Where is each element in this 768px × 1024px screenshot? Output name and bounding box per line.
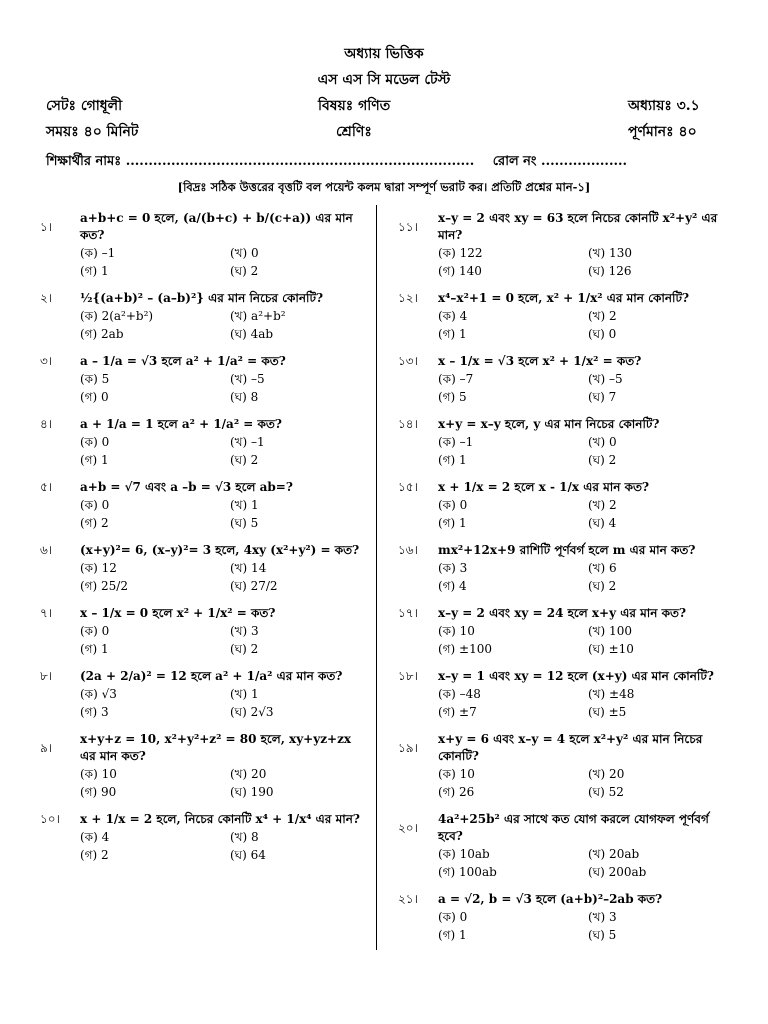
answer-options [438,622,732,658]
question-line [398,479,732,496]
question-line [398,731,732,765]
answer-option[interactable]: (খ) 3 [230,624,259,638]
question-item [40,668,370,721]
answer-option[interactable]: (খ) 0 [230,246,259,260]
answer-options [80,307,370,343]
answer-options [80,559,370,595]
class-label: শ্রেণিঃ [336,124,372,140]
answer-option[interactable]: (ঘ) 5 [588,928,617,942]
answer-options [80,496,370,532]
question-line [40,605,370,622]
question-text: 4a²+25b² এর সাথে কত যোগ করলে যোগফল পূর্ণবর্গ হবে? [438,812,709,843]
student-name-label: শিক্ষার্থীর নামঃ ............................................................................. [46,154,475,169]
question-number: ৭। [40,606,53,620]
answer-options [438,685,732,721]
time-label: সময়ঃ ৪০ মিনিট [46,124,139,140]
question-text: mx²+12x+9 রাশিটি পূর্ণবর্গ হলে m এর মান কত? [438,543,696,557]
question-item [398,891,732,944]
question-text: x–y = 1 এবং xy = 12 হলে (x+y) এর মান কোনটি? [438,669,714,683]
answer-option[interactable]: (ঘ) 2 [230,264,259,278]
question-item [40,210,370,280]
question-number: ৪। [40,417,53,431]
question-text: x+y = x–y হলে, y এর মান নিচের কোনটি? [438,417,660,431]
question-number: ১৮। [398,669,418,683]
answer-option[interactable]: (ক) 10 [80,767,117,781]
question-line [40,353,370,370]
question-number: ১৭। [398,606,418,620]
question-item [398,353,732,406]
answer-option[interactable]: (গ) 140 [438,264,482,278]
question-number: ১০। [40,812,60,826]
answer-option[interactable]: (গ) 3 [80,705,109,719]
answer-option[interactable]: (খ) 0 [588,435,617,449]
answer-options [438,370,732,406]
question-item [398,811,732,881]
question-text: a + 1/a = 1 হলে a² + 1/a² = কত? [80,417,282,431]
question-item [40,416,370,469]
question-text: a – 1/a = √3 হলে a² + 1/a² = কত? [80,354,286,368]
question-item [40,353,370,406]
question-text: a = √2, b = √3 হলে (a+b)²–2ab কত? [438,892,663,906]
question-line [398,542,732,559]
answer-option[interactable]: (খ) –5 [230,372,265,386]
answer-options [438,433,732,469]
answer-options [438,559,732,595]
answer-option[interactable]: (গ) 1 [438,453,467,467]
subject-label: বিষয়ঃ গণিত [318,98,391,114]
answer-option[interactable]: (ঘ) ±5 [588,705,627,719]
answer-options [80,244,370,280]
answer-option[interactable]: (খ) 2 [588,498,617,512]
question-item [398,668,732,721]
answer-option[interactable]: (ঘ) 4ab [230,327,274,341]
answer-option[interactable]: (ক) 5 [80,372,110,386]
question-number: ১২। [398,291,418,305]
answer-option[interactable]: (খ) 3 [588,910,617,924]
question-text: x+y+z = 10, x²+y²+z² = 80 হলে, xy+yz+zx এর মান কত? [80,732,352,763]
question-line [40,668,370,685]
question-line [40,290,370,307]
question-number: ২০। [398,820,418,835]
question-line [40,811,370,828]
instruction-note: [বিদ্রঃ সঠিক উত্তরের বৃত্তটি বল পয়েন্ট কলম দ্বারা সম্পূর্ণ ভরাট কর। প্রতিটি প্রশ্নের মান-১] [177,180,591,194]
question-number: ৯। [40,740,53,755]
answer-option[interactable]: (ক) –48 [438,687,481,701]
answer-option[interactable]: (ক) 10 [438,624,475,638]
question-text: (2a + 2/a)² = 12 হলে a² + 1/a² এর মান কত? [80,669,343,683]
answer-options [438,496,732,532]
answer-option[interactable]: (গ) 90 [80,785,117,799]
question-item [398,210,732,280]
question-line [40,416,370,433]
question-text: ½{(a+b)² – (a–b)²} এর মান নিচের কোনটি? [80,291,324,305]
answer-option[interactable]: (ঘ) 2√3 [230,705,274,719]
answer-options [80,370,370,406]
answer-option[interactable]: (খ) 6 [588,561,617,575]
answer-option[interactable]: (ক) 10ab [438,847,490,861]
question-item [40,290,370,343]
answer-option[interactable]: (ক) 0 [438,910,468,924]
question-number: ১৯। [398,740,418,755]
answer-option[interactable]: (ক) –7 [438,372,474,386]
answer-option[interactable]: (গ) 1 [80,453,109,467]
question-line [398,891,732,908]
answer-option[interactable]: (ক) 0 [438,498,468,512]
answer-option[interactable]: (ক) 0 [80,624,110,638]
answer-option[interactable]: (ক) 0 [80,435,110,449]
answer-option[interactable]: (ঘ) 8 [230,390,259,404]
question-item [40,605,370,658]
answer-option[interactable]: (খ) 130 [588,246,632,260]
answer-option[interactable]: (ঘ) 2 [230,453,259,467]
question-number: ৬। [40,543,53,557]
question-column-right [398,210,732,944]
answer-option[interactable]: (গ) 26 [438,785,475,799]
answer-option[interactable]: (খ) 20 [588,767,625,781]
answer-option[interactable]: (ঘ) 200ab [588,865,647,879]
question-line [398,811,732,845]
question-item [40,479,370,532]
answer-option[interactable]: (খ) 8 [230,830,259,844]
question-line [398,668,732,685]
answer-option[interactable]: (ক) –1 [80,246,116,260]
answer-options [438,908,732,944]
question-number: ১৩। [398,354,418,368]
answer-option[interactable]: (ক) 2(a²+b²) [80,309,154,323]
question-text: x⁴–x²+1 = 0 হলে, x² + 1/x² এর মান কোনটি? [438,291,690,305]
answer-option[interactable]: (খ) 1 [230,687,259,701]
question-text: x–y = 2 এবং xy = 24 হলে x+y এর মান কত? [438,606,687,620]
roll-label: রোল নং ................... [492,154,628,169]
answer-option[interactable]: (ক) 3 [438,561,468,575]
answer-options [80,622,370,658]
answer-options [438,845,732,881]
answer-option[interactable]: (গ) ±7 [438,705,477,719]
question-item [398,605,732,658]
answer-option[interactable]: (ঘ) 126 [588,264,632,278]
question-number: ২। [40,291,53,305]
question-text: x + 1/x = 2 হলে, নিচের কোনটি x⁴ + 1/x⁴ এর মান? [80,812,360,826]
question-line [398,290,732,307]
model-test-title: এস এস সি মডেল টেস্ট [317,72,451,88]
question-number: ৫। [40,480,53,494]
question-number: ১৪। [398,417,418,431]
answer-option[interactable]: (ক) 4 [80,830,110,844]
question-number: ১১। [398,219,418,234]
answer-option[interactable]: (গ) 4 [438,579,467,593]
question-line [40,731,370,765]
question-item [40,811,370,864]
answer-options [438,307,732,343]
answer-option[interactable]: (গ) 2 [80,516,109,530]
question-line [40,542,370,559]
answer-option[interactable]: (খ) ±48 [588,687,635,701]
answer-option[interactable]: (গ) 100ab [438,865,497,879]
answer-option[interactable]: (খ) a²+b² [230,309,286,323]
question-line [398,605,732,622]
answer-option[interactable]: (ঘ) 2 [588,453,617,467]
answer-option[interactable]: (খ) 100 [588,624,632,638]
answer-option[interactable]: (ক) –1 [438,435,474,449]
answer-option[interactable]: (ক) 122 [438,246,483,260]
question-number: ২১। [398,892,418,906]
question-text: x+y = 6 এবং x–y = 4 হলে x²+y² এর মান নিচের কোনটি? [438,732,703,763]
marks-label: পূর্ণমানঃ ৪০ [628,124,697,140]
answer-options [80,765,370,801]
answer-option[interactable]: (ঘ) 52 [588,785,624,799]
answer-option[interactable]: (ঘ) 2 [230,642,259,656]
answer-option[interactable]: (গ) ±100 [438,642,493,656]
answer-option[interactable]: (ঘ) 5 [230,516,259,530]
question-text: a+b+c = 0 হলে, (a/(b+c) + b/(c+a)) এর মান কত? [80,211,353,242]
question-line [398,416,732,433]
question-item [398,479,732,532]
answer-option[interactable]: (গ) 5 [438,390,467,404]
question-item [40,542,370,595]
answer-option[interactable]: (গ) 1 [438,928,467,942]
student-name-line [46,152,627,173]
answer-option[interactable]: (গ) 1 [80,642,109,656]
question-line [40,210,370,244]
question-number: ৮। [40,669,53,683]
answer-options [438,244,732,280]
answer-option[interactable]: (গ) 1 [80,264,109,278]
question-number: ১৫। [398,480,418,494]
chapter-based-title: অধ্যায় ভিত্তিক [344,46,424,62]
question-text: x + 1/x = 2 হলে x - 1/x এর মান কত? [438,480,650,494]
question-item [398,290,732,343]
question-text: x–y = 2 এবং xy = 63 হলে নিচের কোনটি x²+y² এর মান? [438,211,718,242]
answer-option[interactable]: (ঘ) 64 [230,848,266,862]
answer-option[interactable]: (খ) –5 [588,372,623,386]
answer-option[interactable]: (খ) 2 [588,309,617,323]
answer-option[interactable]: (ক) 12 [80,561,117,575]
question-item [398,416,732,469]
answer-option[interactable]: (ঘ) 7 [588,390,617,404]
answer-option[interactable]: (ঘ) 190 [230,785,274,799]
answer-option[interactable]: (গ) 2ab [80,327,124,341]
answer-option[interactable]: (খ) 20ab [588,847,640,861]
question-text: (x+y)²= 6, (x–y)²= 3 হলে, 4xy (x²+y²) = কত? [80,543,360,557]
answer-option[interactable]: (ঘ) ±10 [588,642,634,656]
answer-option[interactable]: (গ) 25/2 [80,579,128,593]
answer-option[interactable]: (ক) 4 [438,309,468,323]
question-item [398,731,732,801]
answer-option[interactable]: (গ) 1 [438,516,467,530]
question-line [40,479,370,496]
answer-option[interactable]: (ঘ) 2 [588,579,617,593]
answer-option[interactable]: (ক) 10 [438,767,475,781]
answer-option[interactable]: (ঘ) 27/2 [230,579,278,593]
question-item [398,542,732,595]
question-line [398,210,732,244]
question-number: ১৬। [398,543,418,557]
question-column-left [40,210,370,864]
question-number: ১। [40,219,53,234]
answer-option[interactable]: (গ) 1 [438,327,467,341]
question-item [40,731,370,801]
question-line [398,353,732,370]
answer-option[interactable]: (গ) 0 [80,390,109,404]
question-text: a+b = √7 এবং a –b = √3 হলে ab=? [80,480,293,494]
answer-option[interactable]: (ক) √3 [80,687,117,701]
answer-option[interactable]: (ঘ) 4 [588,516,617,530]
question-text: x – 1/x = 0 হলে x² + 1/x² = কত? [80,606,276,620]
chapter-label: অধ্যায়ঃ ৩.১ [628,98,700,114]
answer-options [80,828,370,864]
question-number: ৩। [40,354,53,368]
answer-option[interactable]: (ঘ) 0 [588,327,617,341]
answer-options [80,433,370,469]
set-label: সেটঃ গোধূলী [46,98,123,114]
answer-options [438,765,732,801]
answer-option[interactable]: (খ) –1 [230,435,265,449]
question-text: x – 1/x = √3 হলে x² + 1/x² = কত? [438,354,642,368]
answer-option[interactable]: (ক) 0 [80,498,110,512]
answer-options [80,685,370,721]
answer-option[interactable]: (গ) 2 [80,848,109,862]
answer-option[interactable]: (খ) 1 [230,498,259,512]
answer-option[interactable]: (খ) 20 [230,767,267,781]
answer-option[interactable]: (খ) 14 [230,561,267,575]
